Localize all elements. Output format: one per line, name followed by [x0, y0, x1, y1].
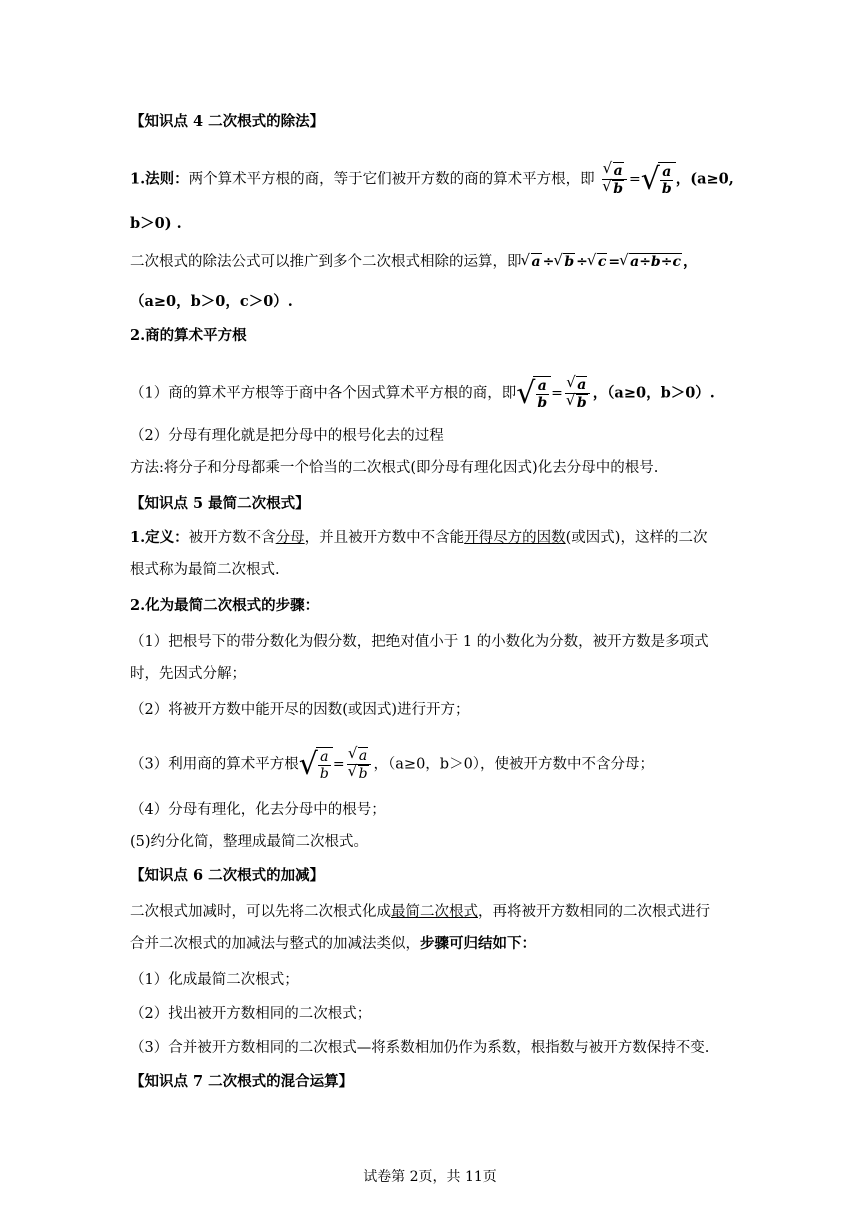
formula-sqrt-quotient: √ a √ b	[601, 162, 627, 197]
k5-steps-title: 2.化为最简二次根式的步骤：	[130, 597, 320, 614]
k5-step1-cont: 时，先因式分解；	[130, 666, 246, 682]
k6-heading: 【知识点 6 二次根式的加减】	[130, 867, 325, 884]
k6-step2: （2）找出被开方数相同的二次根式；	[130, 1006, 372, 1022]
k6-step3: （3）合并被开方数相同的二次根式—将系数相加仍作为系数，根指数与被开方数保持不变.	[130, 1040, 710, 1056]
k4-rule-label: 1.法则：	[130, 170, 189, 188]
k4-rule-text: 两个算术平方根的商，等于它们被开方数的商的算术平方根，即	[188, 171, 595, 188]
k5-definition-line2: 根式称为最简二次根式.	[130, 562, 280, 578]
k5-definition: 1.定义：被开方数不含分母，并且被开方数中不含能开得尽方的因数(或因式)，这样的二次	[130, 529, 708, 546]
k4-s2-item1: （1）商的算术平方根等于商中各个因式算术平方根的商，即 √ $\frac{a}{b}$ = √ a √ b ，（a≥0，b＞0）.	[130, 376, 715, 411]
formula-sqrt-of-fraction-2: √ $\frac{a}{b}$	[516, 376, 551, 411]
formula-sqrt-of-fraction-3: √ $\frac{a}{b}$	[299, 747, 333, 782]
k5-step1: （1）把根号下的带分数化为假分数，把绝对值小于 1 的小数化为分数，被开方数是多项式	[130, 634, 709, 650]
formula-sqrt-quotient-3: √ a √ b	[347, 747, 372, 782]
k4-heading: 【知识点 4 二次根式的除法】	[130, 113, 325, 130]
k6-para1: 二次根式加减时，可以先将二次根式化成最简二次根式，再将被开方数相同的二次根式进行	[130, 904, 710, 920]
k4-ext: 二次根式的除法公式可以推广到多个二次根式相除的运算，即√ a ÷√ b ÷√ c =√ a÷b÷c ，	[130, 252, 697, 272]
k5-step4: （4）分母有理化，化去分母中的根号；	[130, 802, 386, 818]
k4-ext-text: 二次根式的除法公式可以推广到多个二次根式相除的运算，即	[130, 254, 522, 270]
k4-ext-cond: （a≥0，b＞0，c＞0）.	[130, 293, 293, 310]
k5-heading: 【知识点 5 最简二次根式】	[130, 495, 310, 512]
page-footer: 试卷第 2页，共 11页	[363, 1169, 497, 1185]
k6-step1: （1）化成最简二次根式；	[130, 972, 299, 988]
k4-rule-cond1: ，(a≥0,	[675, 170, 734, 188]
k6-para2: 合并二次根式的加减法与整式的加减法类似，步骤可归结如下：	[130, 935, 536, 952]
k5-step3: （3）利用商的算术平方根 √ $\frac{a}{b}$ = √ a √ b ，（a≥0，b＞0），使被开方数中不含分母；	[130, 747, 654, 782]
k4-s2-item2: （2）分母有理化就是把分母中的根号化去的过程	[130, 428, 444, 444]
k5-step2: （2）将被开方数中能开尽的因数(或因式)进行开方；	[130, 702, 470, 718]
k4-s2-method: 方法:将分子和分母都乘一个恰当的二次根式(即分母有理化因式)化去分母中的根号.	[130, 460, 659, 476]
formula-sqrt-quotient-2: √ a √ b	[565, 376, 591, 411]
k4-s2-title: 2.商的算术平方根	[130, 327, 247, 344]
k5-step5: (5)约分化简，整理成最简二次根式。	[130, 834, 369, 850]
formula-sqrt-of-fraction: √ $\frac{a}{b}$	[641, 162, 676, 197]
formula-multi-division: √ a ÷√ b ÷√ c =√ a÷b÷c	[522, 254, 683, 270]
k7-heading: 【知识点 7 二次根式的混合运算】	[130, 1073, 354, 1090]
k4-rule-cond2: b＞0) .	[130, 215, 182, 232]
k4-rule: 1.法则：两个算术平方根的商，等于它们被开方数的商的算术平方根，即 √ a √ b = √ $\frac{a}{b}$ ，(a≥0,	[130, 162, 734, 197]
